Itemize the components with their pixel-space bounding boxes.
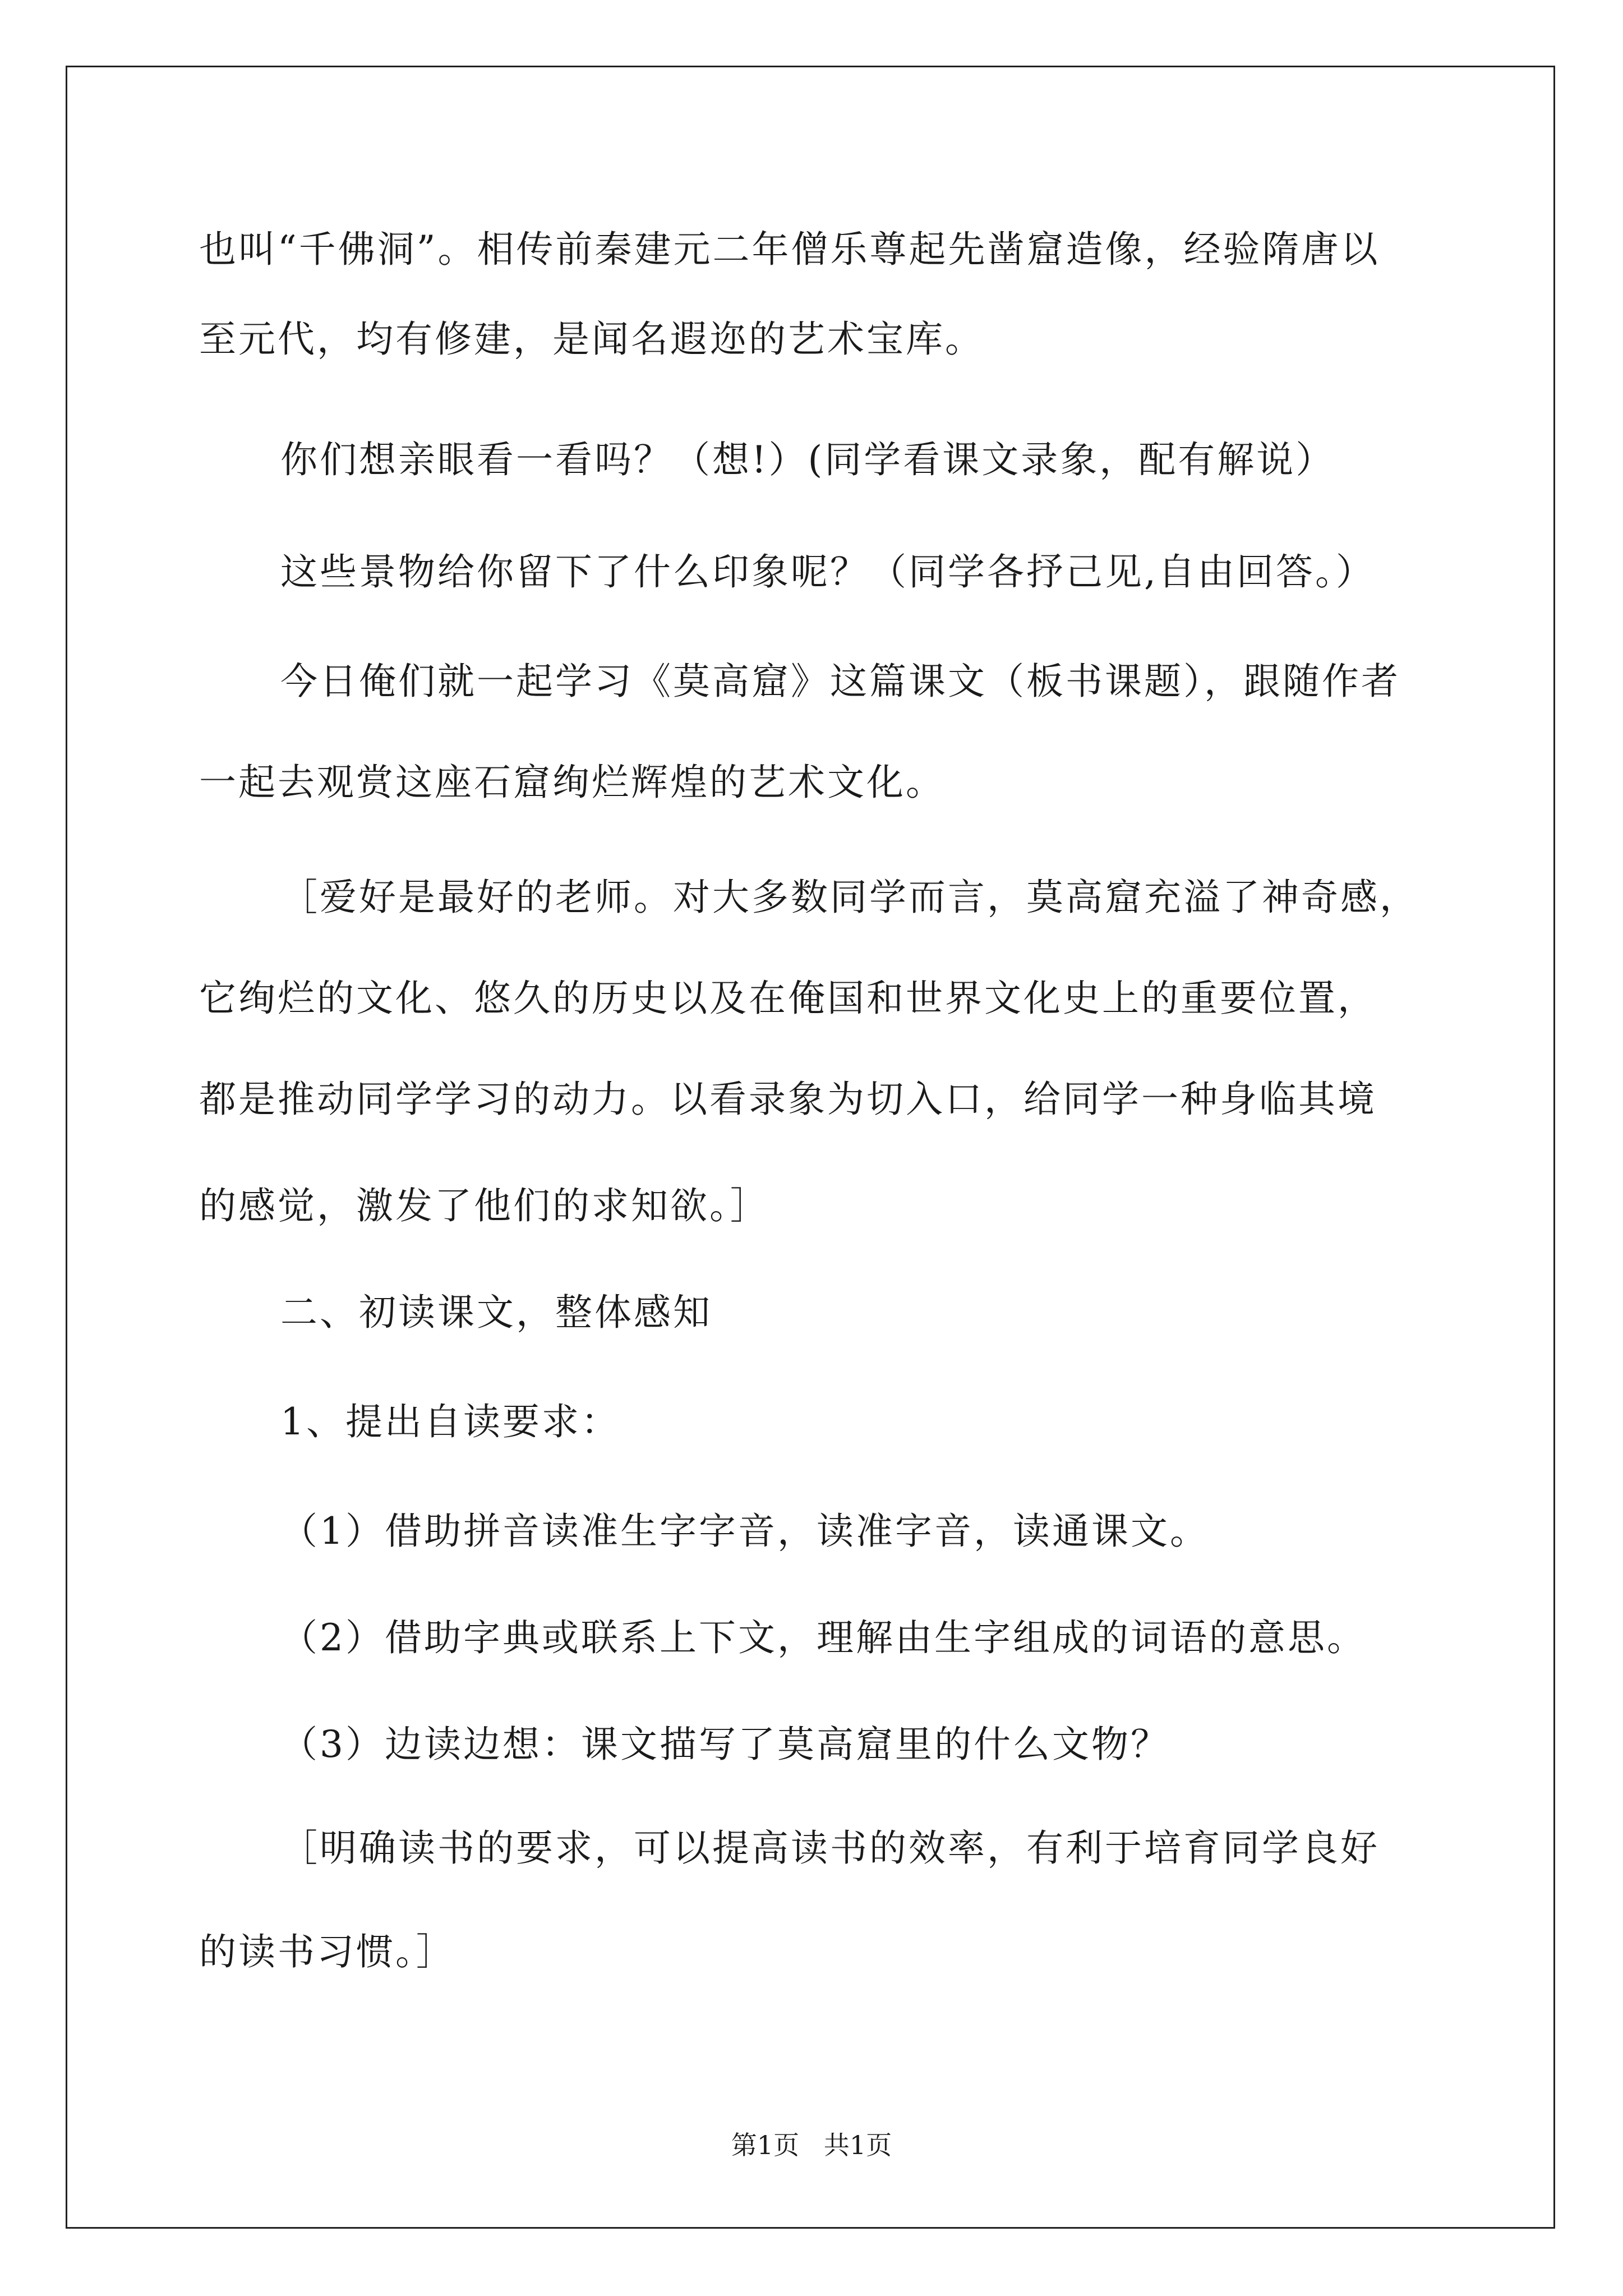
- text-line-4: 这些景物给你留下了什么印象呢？（同学各抒己见,自由回答。）: [280, 550, 1375, 593]
- text-line-8: 它绚烂的文化、悠久的历史以及在俺国和世界文化史上的重要位置，: [199, 977, 1377, 1020]
- page-number-footer: 第1页 共1页: [731, 2130, 892, 2160]
- text-line-5: 今日俺们就一起学习《莫高窟》这篇课文（板书课题），跟随作者: [280, 660, 1400, 703]
- text-line-13: （1）借助拼音读准生字字音，读准字音，读通课文。: [280, 1510, 1209, 1553]
- text-line-2: 至元代，均有修建，是闻名遐迩的艺术宝库。: [199, 318, 984, 361]
- text-line-16: ［明确读书的要求，可以提高读书的效率，有利于培育同学良好: [280, 1826, 1380, 1870]
- text-line-1: 也叫“千佛洞”。相传前秦建元二年僧乐尊起先凿窟造像，经验隋唐以: [199, 228, 1380, 271]
- section-heading: 二、初读课文，整体感知: [280, 1291, 712, 1334]
- text-line-12: 1、提出自读要求：: [280, 1400, 620, 1443]
- text-line-6: 一起去观赏这座石窟绚烂辉煌的艺术文化。: [199, 761, 945, 804]
- text-line-9: 都是推动同学学习的动力。以看录象为切入口，给同学一种身临其境: [199, 1078, 1377, 1121]
- text-line-17: 的读书习惯。］: [199, 1930, 455, 1973]
- text-line-7: ［爱好是最好的老师。对大多数同学而言，莫高窟充溢了神奇感，: [280, 876, 1419, 919]
- page-border: [66, 66, 1555, 2229]
- text-line-14: （2）借助字典或联系上下文，理解由生字组成的词语的意思。: [280, 1616, 1366, 1659]
- text-line-3: 你们想亲眼看一看吗？（想!）(同学看课文录象，配有解说）: [280, 438, 1335, 481]
- text-line-15: （3）边读边想：课文描写了莫高窟里的什么文物？: [280, 1723, 1170, 1766]
- text-line-10: 的感觉，激发了他们的求知欲。］: [199, 1184, 769, 1227]
